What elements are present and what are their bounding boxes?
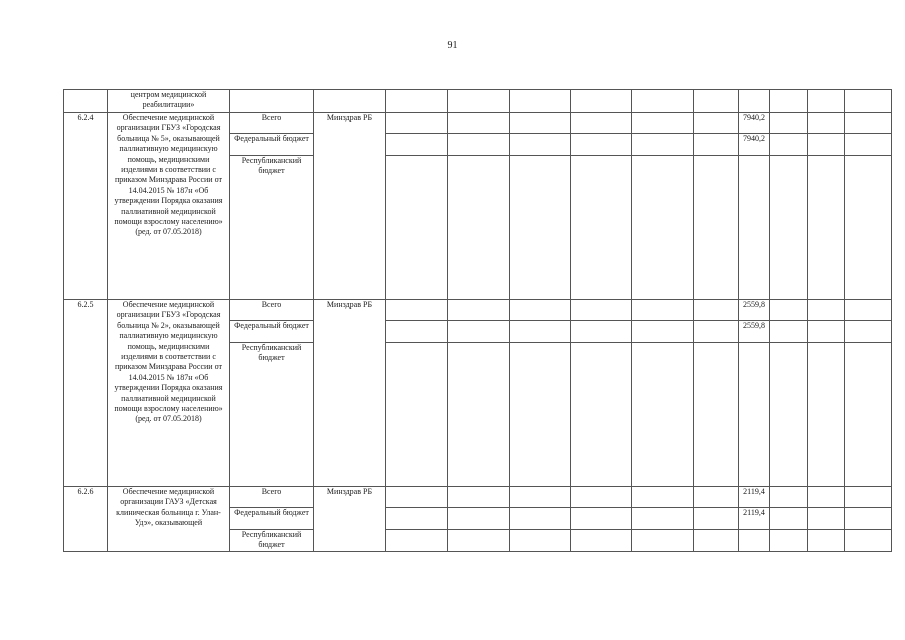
amount-value: 7940,2 — [739, 113, 770, 134]
amount-value — [739, 530, 770, 552]
table-row — [64, 113, 892, 134]
table-row — [64, 300, 892, 321]
funding-source: Федеральный бюджет — [230, 134, 314, 156]
amount-value — [739, 156, 770, 300]
amount-value: 7940,2 — [739, 134, 770, 156]
funding-source: Федеральный бюджет — [230, 508, 314, 530]
funding-source: Всего — [230, 113, 314, 134]
funding-source: Всего — [230, 487, 314, 508]
item-number: 6.2.6 — [64, 487, 108, 552]
amount-value: 2119,4 — [739, 487, 770, 508]
funding-source: Федеральный бюджет — [230, 321, 314, 343]
executor: Минздрав РБ — [314, 487, 386, 552]
page-number: 91 — [447, 40, 458, 51]
executor: Минздрав РБ — [314, 300, 386, 487]
amount-value: 2559,8 — [739, 321, 770, 343]
funding-source: Республиканский бюджет — [230, 530, 314, 552]
funding-source: Республиканский бюджет — [230, 343, 314, 487]
item-description: Обеспечение медицинской организации ГБУЗ «Городская больница № 2», оказывающей паллиативную медицинскую помощь, медицинскими изделиями в соответствии с приказом Минздрава России от 14.04.2015 № 187н «Об утверждении Порядка оказания паллиативной медицинской помощи взрослому населению» (ред. от 07.05.2018) — [108, 300, 230, 487]
amount-value — [739, 343, 770, 487]
amount-value: 2119,4 — [739, 508, 770, 530]
item-number: 6.2.5 — [64, 300, 108, 487]
item-description: Обеспечение медицинской организации ГБУЗ «Городская больница № 5», оказывающей паллиативную медицинскую помощь, медицинскими изделиями в соответствии с приказом Минздрава России от 14.04.2015 № 187н «Об утверждении Порядка оказания паллиативной медицинской помощи взрослому населению» (ред. от 07.05.2018) — [108, 113, 230, 300]
funding-source: Всего — [230, 300, 314, 321]
executor: Минздрав РБ — [314, 113, 386, 300]
continuation-description: центром медицинской реабилитации» — [108, 90, 230, 113]
amount-value: 2559,8 — [739, 300, 770, 321]
item-description: Обеспечение медицинской организации ГАУЗ «Детская клиническая больница г. Улан-Удэ», оказывающей — [108, 487, 230, 552]
continuation-row — [64, 90, 892, 113]
program-table — [63, 89, 892, 552]
item-number: 6.2.4 — [64, 113, 108, 300]
funding-source: Республиканский бюджет — [230, 156, 314, 300]
table-row — [64, 487, 892, 508]
